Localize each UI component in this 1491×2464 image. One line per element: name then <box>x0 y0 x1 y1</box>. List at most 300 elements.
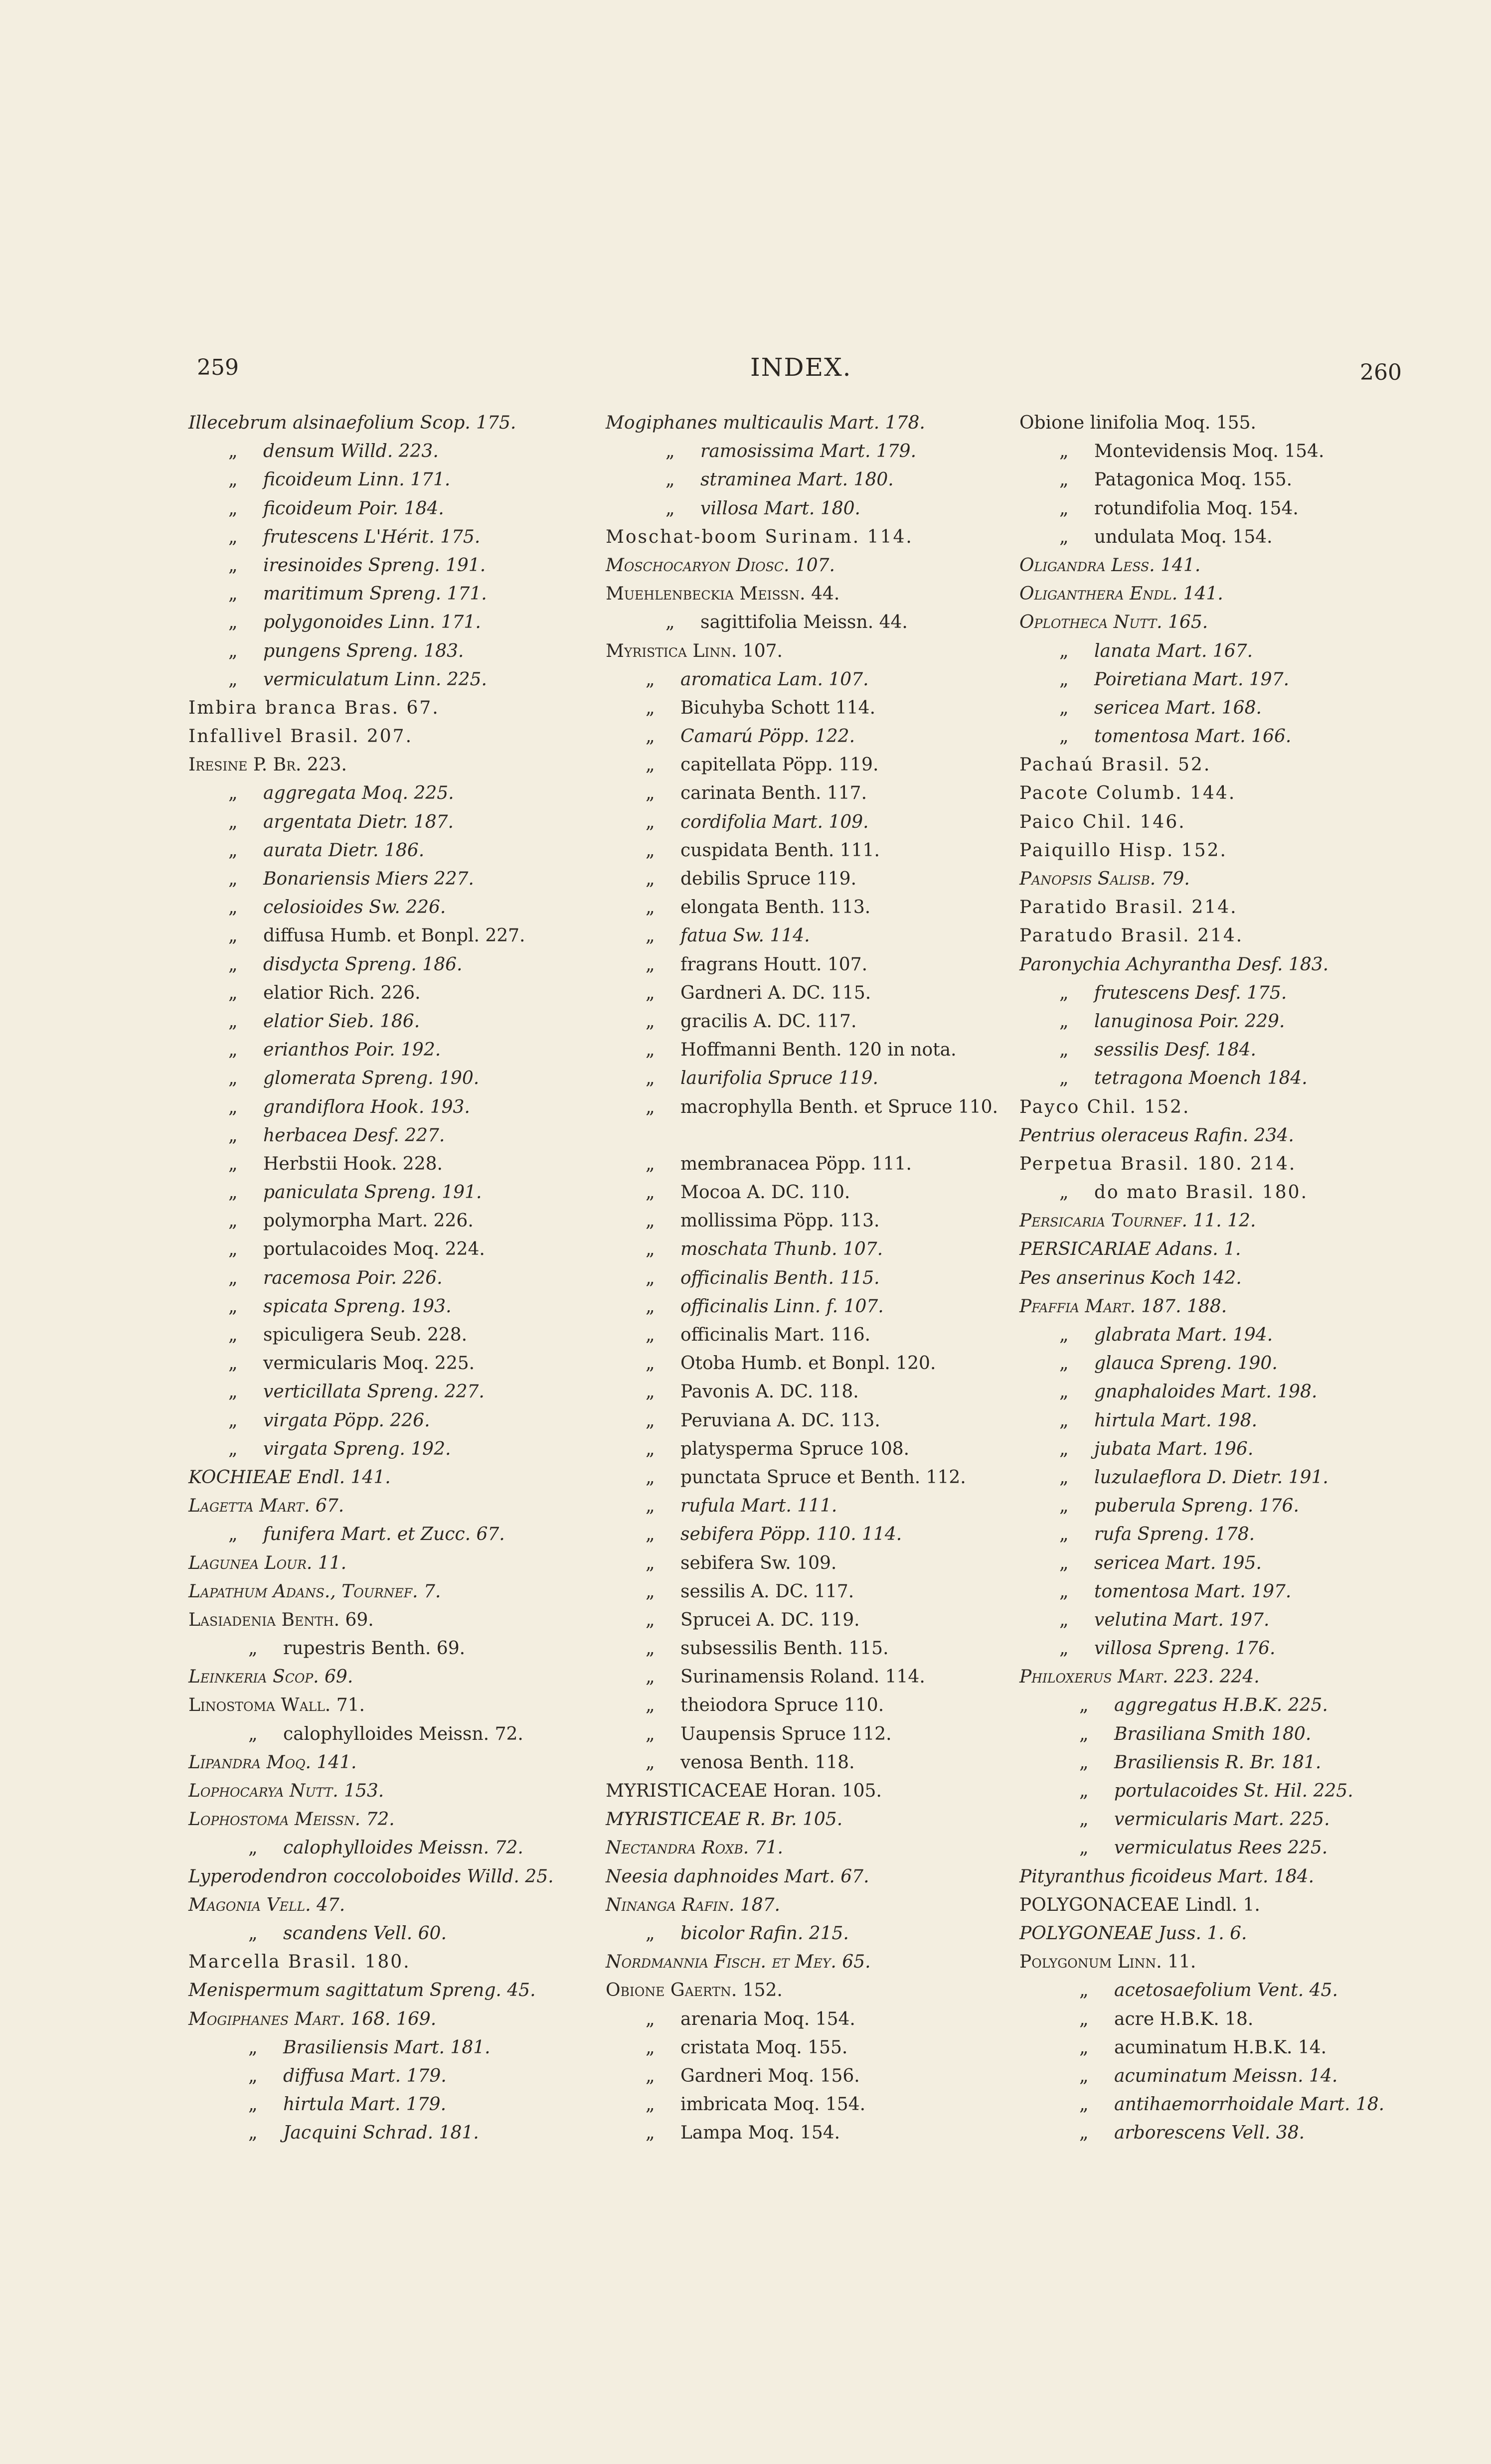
index-entry <box>606 551 999 580</box>
index-entry <box>1019 1720 1413 1748</box>
index-entry <box>188 1235 577 1263</box>
index-entry-text: cordifolia Mart. 109. <box>680 811 869 832</box>
index-entry-text: disdycta Spreng. 186. <box>263 954 463 975</box>
index-entry <box>606 1834 999 1862</box>
index-entry-text: Brasiliana Smith 180. <box>1114 1723 1312 1744</box>
ditto-mark: „ <box>248 2037 258 2058</box>
index-entry-text: Paratudo Brasil. 214. <box>1019 925 1244 946</box>
ditto-mark: „ <box>228 1011 238 1032</box>
ditto-mark: „ <box>228 1239 238 1260</box>
index-entry <box>606 494 999 523</box>
ditto-mark: „ <box>646 1923 655 1944</box>
index-column-2 <box>606 409 999 2147</box>
index-entry <box>188 1606 577 1634</box>
index-entry-text: Pityranthus ficoideus Mart. 184. <box>1019 1866 1315 1887</box>
ditto-mark: „ <box>1079 1752 1089 1773</box>
index-entry-text: Paico Chil. 146. <box>1019 811 1186 832</box>
ditto-mark: „ <box>646 811 655 832</box>
index-entry <box>188 1349 577 1378</box>
ditto-mark: „ <box>1079 1695 1089 1716</box>
index-entry-text: frutescens Desf. 175. <box>1094 982 1287 1003</box>
index-entry <box>188 1150 577 1178</box>
index-entry-text: MYRISTICACEAE Horan. 105. <box>606 1781 882 1802</box>
index-entry-text: Illecebrum alsinaefolium Scop. 175. <box>188 413 516 433</box>
index-entry-text: puberula Spreng. 176. <box>1094 1496 1299 1517</box>
ditto-mark: „ <box>228 584 238 605</box>
ditto-mark: „ <box>228 1410 238 1431</box>
ditto-mark: „ <box>1079 1809 1089 1830</box>
index-entry <box>1019 2119 1413 2147</box>
index-entry-text: tomentosa Mart. 166. <box>1094 726 1292 747</box>
index-entry <box>1019 1891 1413 1919</box>
index-entry <box>606 1577 999 1606</box>
index-entry <box>188 1720 577 1748</box>
index-entry <box>1019 922 1413 950</box>
index-entry <box>188 836 577 865</box>
ditto-mark: „ <box>1059 1552 1069 1573</box>
index-entry-text: officinalis Mart. 116. <box>680 1325 871 1346</box>
index-entry <box>1019 409 1413 437</box>
index-entry-text: glabrata Mart. 194. <box>1094 1325 1273 1345</box>
index-entry-text: bicolor Rafin. 215. <box>680 1923 849 1944</box>
index-column-3 <box>1019 409 1413 2147</box>
index-entry-text: theiodora Spruce 110. <box>680 1695 884 1716</box>
ditto-mark: „ <box>646 1239 655 1260</box>
index-entry-text: Linostoma Wall. 71. <box>188 1695 365 1716</box>
index-entry-text: punctata Spruce et Benth. 112. <box>680 1467 966 1488</box>
index-entry-text: gracilis A. DC. 117. <box>680 1011 857 1032</box>
index-entry <box>188 1862 577 1891</box>
index-entry-text: Iresine P. Br. 223. <box>188 755 347 775</box>
index-entry <box>606 1178 999 1207</box>
index-entry-text: Philoxerus Mart. 223. 224. <box>1019 1667 1260 1688</box>
index-entry <box>1019 1663 1413 1691</box>
index-entry <box>1019 580 1413 608</box>
index-entry <box>1019 2033 1413 2062</box>
ditto-mark: „ <box>646 669 655 690</box>
index-entry <box>606 836 999 865</box>
index-entry <box>188 1435 577 1463</box>
index-entry-text: officinalis Linn. f. 107. <box>680 1296 884 1317</box>
index-entry-text: rufula Mart. 111. <box>680 1496 837 1517</box>
ditto-mark: „ <box>248 1838 258 1858</box>
index-entry <box>606 1492 999 1520</box>
ditto-mark: „ <box>1059 1353 1069 1374</box>
ditto-mark: „ <box>1059 1496 1069 1517</box>
index-entry-text: densum Willd. 223. <box>263 441 439 462</box>
index-entry-text: Moschat-boom Surinam. 114. <box>606 526 913 547</box>
index-entry-text: polygonoides Linn. 171. <box>263 612 481 633</box>
index-entry <box>606 2005 999 2033</box>
index-entry <box>606 2090 999 2119</box>
index-entry-text: sessilis A. DC. 117. <box>680 1581 854 1602</box>
index-entry-text: Lophocarya Nutt. 153. <box>188 1781 384 1801</box>
ditto-mark: „ <box>1079 2065 1089 2086</box>
ditto-mark: „ <box>646 1182 655 1203</box>
ditto-mark: „ <box>228 869 238 889</box>
index-entry-text: sericea Mart. 168. <box>1094 697 1262 718</box>
index-entry-text: paniculata Spreng. 191. <box>263 1182 482 1203</box>
index-entry-text: Ninanga Rafin. 187. <box>606 1894 780 1915</box>
index-entry-text: Paiquillo Hisp. 152. <box>1019 840 1227 861</box>
index-entry <box>1019 1064 1413 1092</box>
ditto-mark: „ <box>1059 1581 1069 1602</box>
index-entry-text: Polygonum Linn. 11. <box>1019 1952 1196 1973</box>
index-entry-text: fragrans Houtt. 107. <box>680 954 868 975</box>
index-entry-text: membranacea Pöpp. 111. <box>680 1153 912 1174</box>
index-entry <box>188 494 577 523</box>
ditto-mark: „ <box>228 1040 238 1061</box>
index-entry <box>188 979 577 1007</box>
index-entry <box>1019 1492 1413 1520</box>
index-entry <box>188 1777 577 1805</box>
index-entry <box>188 1406 577 1435</box>
index-entry <box>606 779 999 807</box>
index-entry-text: villosa Spreng. 176. <box>1094 1638 1276 1659</box>
ditto-mark: „ <box>1079 2094 1089 2115</box>
index-entry <box>606 1862 999 1891</box>
index-entry-text: Persicaria Tournef. 11. 12. <box>1019 1211 1256 1232</box>
index-entry <box>188 2062 577 2090</box>
index-entry-text: Obione linifolia Moq. 155. <box>1019 413 1256 433</box>
index-entry <box>606 1720 999 1748</box>
ditto-mark: „ <box>646 954 655 975</box>
index-entry <box>606 1435 999 1463</box>
index-entry <box>188 1463 577 1492</box>
ditto-mark: „ <box>646 1325 655 1346</box>
index-entry <box>606 437 999 465</box>
index-entry <box>188 751 577 779</box>
index-entry <box>1019 1634 1413 1663</box>
index-entry <box>1019 1292 1413 1321</box>
index-entry <box>1019 1777 1413 1805</box>
index-entry <box>606 1691 999 1719</box>
index-entry <box>1019 751 1413 779</box>
index-entry <box>1019 1520 1413 1548</box>
ditto-mark: „ <box>1059 1438 1069 1459</box>
ditto-mark: „ <box>665 441 675 462</box>
index-entry-text: diffusa Humb. et Bonpl. 227. <box>263 925 525 946</box>
index-entry-text: verticillata Spreng. 227. <box>263 1382 485 1402</box>
ditto-mark: „ <box>665 498 675 519</box>
index-entry <box>1019 1036 1413 1064</box>
index-column-1 <box>188 409 577 2147</box>
index-entry <box>188 950 577 979</box>
index-entry-text: aurata Dietr. 186. <box>263 840 425 861</box>
index-entry-text: Gardneri A. DC. 115. <box>680 982 871 1003</box>
index-entry-text: antihaemorrhoidale Mart. 18. <box>1114 2094 1385 2115</box>
ditto-mark: „ <box>228 469 238 490</box>
ditto-mark: „ <box>1059 1609 1069 1630</box>
ditto-mark: „ <box>646 982 655 1003</box>
index-entry <box>1019 893 1413 922</box>
index-entry-text: rupestris Benth. 69. <box>283 1638 466 1659</box>
ditto-mark: „ <box>248 1638 258 1659</box>
index-entry-text: vermicularis Moq. 225. <box>263 1353 475 1374</box>
ditto-mark: „ <box>1059 1068 1069 1089</box>
index-entry-text: Mogiphanes multicaulis Mart. 178. <box>606 413 925 433</box>
ditto-mark: „ <box>646 1467 655 1488</box>
index-entry-text: elatior Sieb. 186. <box>263 1011 420 1032</box>
index-entry <box>606 637 999 665</box>
index-entry-text: Marcella Brasil. 180. <box>188 1952 411 1973</box>
index-entry <box>1019 523 1413 551</box>
index-entry <box>606 1406 999 1435</box>
index-entry-text: racemosa Poir. 226. <box>263 1267 443 1288</box>
index-entry <box>606 1805 999 1834</box>
ditto-mark: „ <box>646 1638 655 1659</box>
index-entry-text: platysperma Spruce 108. <box>680 1438 910 1459</box>
index-entry <box>188 1178 577 1207</box>
ditto-mark: „ <box>646 1267 655 1288</box>
index-entry <box>188 523 577 551</box>
ditto-mark: „ <box>1059 526 1069 547</box>
ditto-mark: „ <box>1059 697 1069 718</box>
index-entry-text: Montevidensis Moq. 154. <box>1094 441 1325 462</box>
index-entry <box>188 1093 577 1121</box>
ditto-mark: „ <box>646 1353 655 1374</box>
index-entry-text: herbacea Desf. 227. <box>263 1125 445 1146</box>
ditto-mark: „ <box>228 1296 238 1317</box>
index-entry <box>188 2033 577 2062</box>
index-entry-text: sagittifolia Meissn. 44. <box>700 612 908 633</box>
index-entry <box>188 608 577 636</box>
ditto-mark: „ <box>228 783 238 804</box>
index-entry-text: portulacoides St. Hil. 225. <box>1114 1781 1353 1801</box>
index-entry <box>606 1777 999 1805</box>
index-entry-text: Sprucei A. DC. 119. <box>680 1609 860 1630</box>
index-entry <box>606 1235 999 1263</box>
index-entry <box>1019 779 1413 807</box>
index-entry <box>1019 2005 1413 2033</box>
ditto-mark: „ <box>228 1382 238 1402</box>
ditto-mark: „ <box>646 2065 655 2086</box>
index-entry-text: Brasiliensis Mart. 181. <box>283 2037 491 2058</box>
ditto-mark: „ <box>646 1552 655 1573</box>
index-entry-text: aromatica Lam. 107. <box>680 669 869 690</box>
ditto-mark: „ <box>1059 640 1069 661</box>
page-title: INDEX. <box>750 353 852 382</box>
index-entry <box>188 551 577 580</box>
index-entry <box>188 1520 577 1548</box>
ditto-mark: „ <box>228 1211 238 1232</box>
index-entry-text: Lophostoma Meissn. 72. <box>188 1809 395 1830</box>
index-entry-text: Infallivel Brasil. 207. <box>188 726 413 747</box>
index-entry-text: POLYGONEAE Juss. 1. 6. <box>1019 1923 1247 1944</box>
index-entry-text: pungens Spreng. 183. <box>263 640 464 661</box>
index-entry-text: Herbstii Hook. 228. <box>263 1153 443 1174</box>
index-entry <box>606 1606 999 1634</box>
index-entry <box>1019 1235 1413 1263</box>
index-entry-text: Patagonica Moq. 155. <box>1094 469 1293 490</box>
index-entry <box>606 979 999 1007</box>
index-entry <box>606 1948 999 1976</box>
index-entry-text: aggregatus H.B.K. 225. <box>1114 1695 1328 1716</box>
index-entry-text: calophylloides Meissn. 72. <box>283 1838 523 1858</box>
index-entry <box>188 1321 577 1349</box>
index-entry-text: scandens Vell. 60. <box>283 1923 447 1944</box>
index-entry <box>188 1748 577 1777</box>
index-entry <box>188 1378 577 1406</box>
ditto-mark: „ <box>1059 726 1069 747</box>
ditto-mark: „ <box>228 925 238 946</box>
index-entry-text: sebifera Sw. 109. <box>680 1552 837 1573</box>
ditto-mark: „ <box>228 1524 238 1545</box>
index-entry <box>606 409 999 437</box>
ditto-mark: „ <box>646 1040 655 1061</box>
index-entry <box>1019 979 1413 1007</box>
index-entry <box>1019 1919 1413 1948</box>
ditto-mark: „ <box>665 469 675 490</box>
ditto-mark: „ <box>646 2094 655 2115</box>
index-entry <box>188 1292 577 1321</box>
index-entry <box>1019 465 1413 494</box>
index-entry <box>1019 1207 1413 1235</box>
ditto-mark: „ <box>248 2094 258 2115</box>
ditto-mark: „ <box>1079 2008 1089 2029</box>
index-entry-text: Payco Chil. 152. <box>1019 1096 1190 1117</box>
index-entry-text: Pacote Columb. 144. <box>1019 783 1236 804</box>
index-entry <box>1019 1321 1413 1349</box>
index-entry-text: villosa Mart. 180. <box>700 498 860 519</box>
ditto-mark: „ <box>646 1524 655 1545</box>
index-entry <box>606 1663 999 1691</box>
index-entry <box>188 722 577 751</box>
index-entry-text: venosa Benth. 118. <box>680 1752 855 1773</box>
index-entry <box>1019 865 1413 893</box>
index-entry <box>606 523 999 551</box>
index-entry-text: Pfaffia Mart. 187. 188. <box>1019 1296 1227 1317</box>
index-entry-text: cuspidata Benth. 111. <box>680 840 880 861</box>
index-entry <box>1019 1349 1413 1378</box>
ditto-mark: „ <box>228 1438 238 1459</box>
index-entry <box>188 1891 577 1919</box>
index-entry <box>188 1919 577 1948</box>
index-entry-text: vermicularis Mart. 225. <box>1114 1809 1330 1830</box>
index-entry-text: Lasiadenia Benth. 69. <box>188 1609 374 1630</box>
index-entry-text: Paratido Brasil. 214. <box>1019 897 1238 918</box>
index-entry-text: Uaupensis Spruce 112. <box>680 1723 892 1744</box>
index-entry <box>188 1207 577 1235</box>
index-entry <box>606 865 999 893</box>
index-entry-text: hirtula Mart. 179. <box>283 2094 447 2115</box>
ditto-mark: „ <box>228 897 238 918</box>
ditto-mark: „ <box>646 840 655 861</box>
ditto-mark: „ <box>646 1410 655 1431</box>
index-entry-text: Oplotheca Nutt. 165. <box>1019 612 1208 633</box>
index-entry-text: Poiretiana Mart. 197. <box>1094 669 1290 690</box>
index-entry-text: gnaphaloides Mart. 198. <box>1094 1382 1318 1402</box>
index-entry-text: jubata Mart. 196. <box>1094 1438 1254 1459</box>
index-entry-text: erianthos Poir. 192. <box>263 1040 441 1061</box>
index-entry-text: iresinoides Spreng. 191. <box>263 555 486 576</box>
index-entry-text: Panopsis Salisb. 79. <box>1019 869 1190 889</box>
index-entry-text: elongata Benth. 113. <box>680 897 871 918</box>
index-entry-text: imbricata Moq. 154. <box>680 2094 866 2115</box>
index-entry <box>606 1321 999 1349</box>
page-number-left: 259 <box>197 355 239 380</box>
index-entry <box>188 580 577 608</box>
index-entry-text: Pachaú Brasil. 52. <box>1019 755 1211 775</box>
index-entry <box>188 1064 577 1092</box>
index-entry <box>188 694 577 722</box>
index-entry-text: Menispermum sagittatum Spreng. 45. <box>188 1980 536 2001</box>
ditto-mark: „ <box>1059 1325 1069 1345</box>
index-entry-text: aggregata Moq. 225. <box>263 783 454 804</box>
index-entry-text: debilis Spruce 119. <box>680 869 857 889</box>
index-entry <box>1019 722 1413 751</box>
index-entry <box>606 751 999 779</box>
index-entry-text: frutescens L'Hérit. 175. <box>263 526 481 547</box>
index-entry <box>606 1634 999 1663</box>
ditto-mark: „ <box>248 2123 258 2144</box>
index-entry <box>606 922 999 950</box>
index-entry-text: Lagetta Mart. 67. <box>188 1496 344 1517</box>
ditto-mark: „ <box>1079 1781 1089 1801</box>
index-entry-text: polymorpha Mart. 226. <box>263 1211 474 1232</box>
index-entry <box>1019 608 1413 636</box>
index-entry-text: portulacoides Moq. 224. <box>263 1239 485 1260</box>
index-entry <box>188 1976 577 2004</box>
ditto-mark: „ <box>1059 1638 1069 1659</box>
index-entry-text: lanuginosa Poir. 229. <box>1094 1011 1285 1032</box>
index-entry-text: Lyperodendron coccoloboides Willd. 25. <box>188 1866 554 1887</box>
index-entry-text: Gardneri Moq. 156. <box>680 2065 860 2086</box>
index-entry-text: luzulaeflora D. Dietr. 191. <box>1094 1467 1328 1488</box>
index-entry <box>1019 1834 1413 1862</box>
ditto-mark: „ <box>646 726 655 747</box>
index-entry <box>188 1805 577 1834</box>
index-entry <box>188 922 577 950</box>
ditto-mark: „ <box>228 840 238 861</box>
ditto-mark: „ <box>228 640 238 661</box>
ditto-mark: „ <box>1079 1980 1089 2001</box>
index-entry-text: Hoffmanni Benth. 120 in nota. <box>680 1040 957 1061</box>
index-entry <box>606 608 999 636</box>
ditto-mark: „ <box>646 897 655 918</box>
index-entry <box>1019 1007 1413 1036</box>
ditto-mark: „ <box>1079 2037 1089 2058</box>
ditto-mark: „ <box>646 1211 655 1232</box>
index-entry <box>606 1520 999 1548</box>
index-entry <box>188 637 577 665</box>
index-entry <box>188 2090 577 2119</box>
ditto-mark: „ <box>228 526 238 547</box>
index-entry <box>1019 1606 1413 1634</box>
index-entry-text: Bicuhyba Schott 114. <box>680 697 876 718</box>
index-entry-text: Jacquini Schrad. 181. <box>283 2123 479 2144</box>
index-entry <box>606 1036 999 1064</box>
index-entry <box>1019 551 1413 580</box>
index-entry-text: Magonia Vell. 47. <box>188 1894 345 1915</box>
index-entry <box>1019 1406 1413 1435</box>
index-entry <box>188 1264 577 1292</box>
index-entry <box>606 1207 999 1235</box>
index-entry-text: spicata Spreng. 193. <box>263 1296 452 1317</box>
index-entry <box>1019 1121 1413 1150</box>
ditto-mark: „ <box>228 1353 238 1374</box>
ditto-mark: „ <box>228 1182 238 1203</box>
index-entry-text: do mato Brasil. 180. <box>1094 1182 1309 1203</box>
index-entry <box>188 893 577 922</box>
index-entry <box>1019 1577 1413 1606</box>
index-entry <box>606 580 999 608</box>
index-entry <box>606 1093 999 1150</box>
ditto-mark: „ <box>228 441 238 462</box>
ditto-mark: „ <box>1059 1524 1069 1545</box>
ditto-mark: „ <box>646 1723 655 1744</box>
ditto-mark: „ <box>228 1153 238 1174</box>
